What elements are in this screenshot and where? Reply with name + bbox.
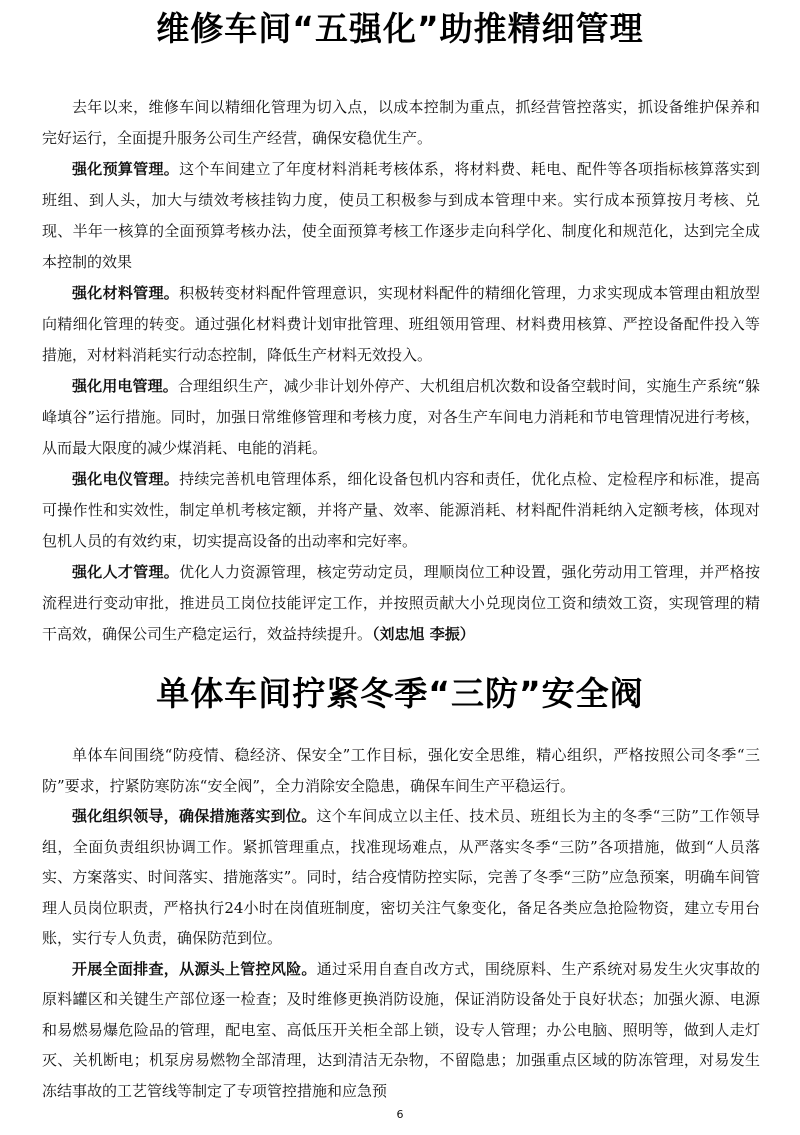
section-text: 这个车间成立以主任、技术员、班组长为主的冬季“三防”工作领导组，全面负责组织协调工作。紧抓管理重点，找准现场难点，从严落实冬季“三防”各项措施，做到“人员落实、方案落实、时间落实、措施落实”。同时，结合疫情防控实际，完善了冬季“三防”应急预案，明确车间管理人员岗位职责，严格执行24小时在岗值班制度，密切关注气象变化，备足各类应急抢险物资，建立专用台账，实行专人负责，确保防范到位。 (42, 807, 760, 947)
section-lead: 开展全面排查，从源头上管控风险。 (72, 959, 317, 978)
section-lead: 强化预算管理。 (72, 160, 180, 178)
section-lead: 强化用电管理。 (72, 377, 178, 395)
article-title: 维修车间“五强化”助推精细管理 (156, 9, 644, 48)
article-section (42, 278, 760, 371)
article-section (42, 557, 760, 650)
article-title: 单体车间拧紧冬季“三防”安全阀 (156, 674, 644, 713)
article-section (42, 371, 760, 464)
section-lead: 强化电仪管理。 (72, 470, 180, 488)
section-text: 合理组织生产，减少非计划外停产、大机组启机次数和设备空载时间，实施生产系统“躲峰填谷”运行措施。同时，加强日常维修管理和考核力度，对各生产车间电力消耗和节电管理情况进行考核，从而最大限度的减少煤消耗、电能的消耗。 (42, 377, 760, 457)
section-text: 通过采用自查自改方式，围绕原料、生产系统对易发生火灾事故的原料罐区和关键生产部位逐一检查；及时维修更换消防设施，保证消防设备处于良好状态；加强火源、电源和易燃易爆危险品的管理，配电室、高低压开关柜全部上锁，设专人管理；办公电脑、照明等，做到人走灯灭、关机断电；机泵房易燃物全部清理，达到清洁无杂物，不留隐患；加强重点区域的防冻管理，对易发生冻结事故的工艺管线等制定了专项管控措施和应急预 (42, 959, 760, 1100)
section-text: 这个车间建立了年度材料消耗考核体系，将材料费、耗电、配件等各项指标核算落实到班组、到人头，加大与绩效考核挂钩力度，使员工积极参与到成本管理中来。实行成本预算按月考核、兑现、半年一核算的全面预算考核办法，使全面预算考核工作逐步走向科学化、制度化和规范化，达到完全成本控制的效果 (42, 160, 760, 271)
article-section (42, 801, 760, 954)
article-section (42, 154, 760, 278)
author-byline: （刘忠旭 李振） (372, 625, 475, 643)
article-intro: 去年以来，维修车间以精细化管理为切入点，以成本控制为重点，抓经营管控落实，抓设备维护保养和完好运行，全面提升服务公司生产经营，确保安稳优生产。 (42, 98, 760, 147)
article-body (42, 92, 760, 650)
section-text: 积极转变材料配件管理意识，实现材料配件的精细化管理，力求实现成本管理由粗放型向精细化管理的转变。通过强化材料费计划审批管理、班组领用管理、材料费用核算、严控设备配件投入等措施，对材料消耗实行动态控制，降低生产材料无效投入。 (42, 284, 760, 364)
section-lead: 强化材料管理。 (72, 284, 180, 302)
article-section (42, 954, 760, 1107)
section-text: 优化人力资源管理，核定劳动定员，理顺岗位工种设置，强化劳动用工管理，并严格按流程进行变动审批，推进员工岗位技能评定工作，并按照贡献大小兑现岗位工资和绩效工资，实现管理的精干高效，确保公司生产稳定运行，效益持续提升。 (42, 563, 760, 643)
article-body (42, 740, 760, 1106)
section-text: 持续完善机电管理体系，细化设备包机内容和责任，优化点检、定检程序和标准，提高可操作性和实效性，制定单机考核定额，并将产量、效率、能源消耗、材料配件消耗纳入定额考核，体现对包机人员的有效约束，切实提高设备的出动率和完好率。 (42, 470, 760, 550)
article-section (42, 464, 760, 557)
section-lead: 强化人才管理。 (72, 563, 180, 581)
article-intro: 单体车间围绕“防疫情、稳经济、保安全”工作目标，强化安全思维，精心组织，严格按照公司冬季“三防”要求，拧紧防寒防冻“安全阀”，全力消除安全隐患，确保车间生产平稳运行。 (42, 746, 760, 795)
page-number: 6 (396, 1108, 404, 1121)
section-lead: 强化组织领导，确保措施落实到位。 (72, 807, 317, 825)
